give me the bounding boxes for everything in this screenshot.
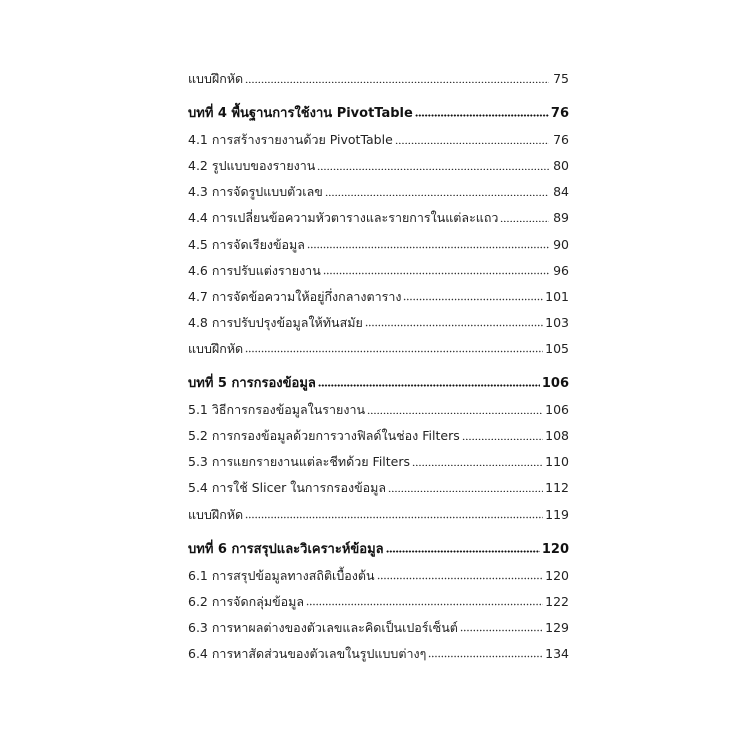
toc-page-number: 112 (545, 480, 569, 496)
dot-leader (245, 506, 543, 519)
dot-leader (245, 340, 543, 353)
toc-entry-title: 5.1 วิธีการกรองข้อมูลในรายงาน (188, 402, 366, 418)
toc-entry-title: 6.3 การหาผลต่างของตัวเลขและคิดเป็นเปอร์เซ็นต์ (188, 619, 458, 635)
toc-page-number: 120 (541, 541, 569, 557)
toc-entry-title: 4.8 การปรับปรุงข้อมูลให้ทันสมัย (188, 314, 363, 330)
toc-page-number: 106 (541, 376, 569, 392)
toc-page-number: 75 (553, 71, 569, 86)
toc-entry (188, 310, 569, 336)
dot-leader (428, 645, 543, 658)
toc-chapter-entry (188, 371, 569, 397)
dot-leader (318, 374, 540, 387)
toc-entry-title: 4.5 การจัดเรียงข้อมูล (188, 236, 305, 252)
toc-entry (188, 205, 569, 231)
toc-page-number: 106 (545, 402, 569, 418)
toc-entry (188, 475, 569, 501)
toc-entry-title: 6.2 การจัดกลุ่มข้อมูล (188, 593, 305, 609)
toc-entry (188, 127, 569, 153)
dot-leader (386, 540, 540, 553)
toc-page-number: 96 (553, 262, 569, 278)
dot-leader (388, 480, 543, 493)
toc-entry (188, 397, 569, 423)
toc-entry-title: 4.7 การจัดข้อความให้อยู่กึ่งกลางตาราง (188, 288, 402, 304)
dot-leader (245, 71, 549, 84)
toc-page-number: 89 (553, 210, 569, 226)
toc-page-number: 76 (550, 106, 569, 122)
toc-entry (188, 232, 569, 258)
toc-entry-title: 5.2 การกรองข้อมูลด้วยการวางฟิลด์ในช่อง Filters (188, 428, 460, 444)
toc-page-number: 76 (553, 132, 569, 148)
dot-leader (500, 210, 549, 223)
toc-entry (188, 179, 569, 205)
toc-entry (188, 563, 569, 589)
toc-page-number: 108 (545, 428, 569, 444)
dot-leader (403, 288, 543, 301)
dot-leader (415, 104, 549, 117)
toc-page-number: 120 (545, 567, 569, 583)
toc-entry (188, 423, 569, 449)
toc-entry-title: 5.3 การแยกรายงานแต่ละชีทด้วย Filters (188, 454, 411, 470)
toc-entry-title: 4.4 การเปลี่ยนข้อความหัวตารางและรายการในแต่ละแถว (188, 210, 499, 226)
toc-entry (188, 615, 569, 641)
dot-leader (323, 262, 549, 275)
toc-page-number: 101 (545, 288, 569, 304)
toc-page-number: 80 (553, 158, 569, 174)
toc-entry (188, 66, 569, 92)
toc-entry (188, 258, 569, 284)
toc-page-number: 84 (553, 184, 569, 200)
dot-leader (325, 184, 549, 197)
toc-entry (188, 284, 569, 310)
dot-leader (460, 619, 543, 632)
dot-leader (395, 132, 549, 145)
toc-entry-title: บทที่ 4 พื้นฐานการใช้งาน PivotTable (188, 106, 413, 122)
toc-entry-title: 4.2 รูปแบบของรายงาน (188, 158, 316, 174)
toc-entry-title: แบบฝึกหัด (188, 506, 244, 522)
dot-leader (365, 314, 543, 327)
toc-page-number: 119 (545, 506, 569, 522)
dot-leader (462, 428, 543, 441)
toc-entry (188, 336, 569, 362)
toc-page-number: 129 (545, 619, 569, 635)
toc-entry (188, 502, 569, 528)
dot-leader (412, 454, 543, 467)
toc-entry (188, 153, 569, 179)
toc-page-number: 105 (545, 340, 569, 356)
dot-leader (307, 236, 549, 249)
toc-page-number: 122 (545, 593, 569, 609)
toc-entry-title: 5.4 การใช้ Slicer ในการกรองข้อมูล (188, 480, 387, 496)
toc-entry-title: 4.1 การสร้างรายงานด้วย PivotTable (188, 132, 393, 148)
dot-leader (377, 567, 544, 580)
toc-entry-title: 4.3 การจัดรูปแบบตัวเลข (188, 184, 323, 200)
toc-entry-title: 6.4 การหาสัดส่วนของตัวเลขในรูปแบบต่างๆ (188, 645, 427, 661)
toc-entry (188, 589, 569, 615)
toc-entry-title: แบบฝึกหัด (188, 340, 244, 356)
toc-page-number: 110 (545, 454, 569, 470)
toc-chapter-entry (188, 537, 569, 563)
toc-entry (188, 641, 569, 667)
dot-leader (317, 158, 549, 171)
toc-entry (188, 449, 569, 475)
toc-chapter-entry (188, 101, 569, 127)
dot-leader (306, 593, 543, 606)
toc-page-number: 90 (553, 236, 569, 252)
toc-page-number: 134 (545, 645, 569, 661)
toc-entry-title: 4.6 การปรับแต่งรายงาน (188, 262, 321, 278)
toc-entry-title: 6.1 การสรุปข้อมูลทางสถิติเบื้องต้น (188, 567, 375, 583)
table-of-contents (188, 66, 569, 667)
dot-leader (367, 402, 543, 415)
toc-page-number: 103 (545, 314, 569, 330)
toc-entry-title: บทที่ 5 การกรองข้อมูล (188, 376, 316, 392)
toc-entry-title: บทที่ 6 การสรุปและวิเคราะห์ข้อมูล (188, 541, 384, 557)
toc-entry-title: แบบฝึกหัด (188, 71, 244, 86)
